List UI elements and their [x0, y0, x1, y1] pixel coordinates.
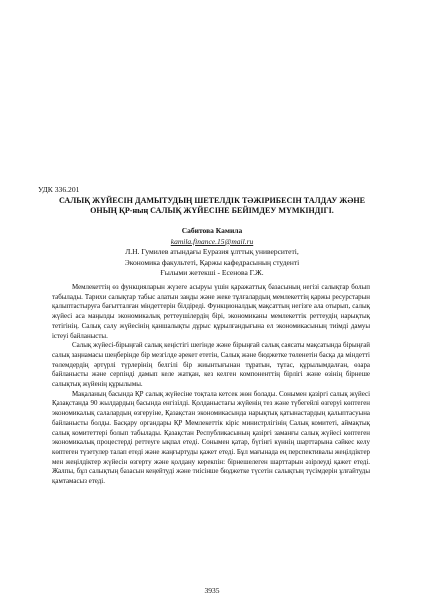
paragraph: Мақаланың басында ҚР салық жүйесіне тоқтала кетсек жөн болады. Сонымен қазіргі салық жүйесі Қазақстанда 90 жылдардың басында енгізілді. Қолданыстағы жүйенің тез және түбегейлі өзгеруі көптеген экономикалық салалардың өзгеруіне, Қазақстан экономикасында нарықтық қатынастардың қалыптасуына байланысты болды. Басқару органдары ҚР Мемлекеттік кіріс министрлігінің Салық комитеті, аймақтық салық комитеттері болып табылады. Қазақстан Республикасының қазіргі заманғы салық жүйесі көптеген экономикалық процестерді реттеуге ықпал етеді. Сонымен қатар, бүгінгі күннің шарттарына сәйкес келу көптеген түзетулер талап етеді және жаңғыртуды қажет етеді. Бұл мағынада ең перспективалы жеңілдіктер мен жеңілдіктер жүйесін өзгерту және қолдану керекпін: бірнешелеген шарттарын әзірлеуді қажет етеді. Жалпы, бұл салықтың базасын кеңейтуді және тиісінше бюджетке түсетін салықтың түсімдерін ұлғайтуды қамтамасыз етеді.: [52, 389, 370, 486]
affiliation-line-university: Л.Н. Гумилев атындағы Еуразия ұлттық университеті,: [125, 247, 299, 257]
article-title: [34, 196, 390, 216]
title-line-2: ОНЫҢ ҚР-ның САЛЫҚ ЖҮЙЕСІНЕ БЕЙІМДЕУ МҮМКІНДІГІ.: [90, 206, 334, 215]
page-number: 3935: [204, 586, 220, 595]
paragraph: Салық жүйесі-бірыңғай салық кеңістігі шегінде және бірыңғай салық саясаты мақсатында бірыңғай салық заңнамасы шеңберінде бір мезгілде әрекет ететін, Салық және бюджетке төленетін басқа да міндетті төлемдердің әртүрлі түрлерінің белгілі бір жиынтығынан тұратын, тұтас, құрылымдалған, өзара байланысты және серпінді дамып келе жатқан, кез келген компоненттің бірлігі және өзінің бірнеше салықтық жүйенің құрылымы.: [52, 341, 370, 389]
paragraph: Мемлекеттің өз функцияларын жүзеге асыруы үшін қаражаттық базасының негізі салықтар болып табылады. Тарихи салықтар табыс алатын заңды және жеке тұлғалардың мемлекеттің қаржы ресурстарын қалыптастыруға бағытталған міндеттерін білдіреді. Функционалдық мақсаттың негізге ала отырып, салық жүйесі аса маңызды экономикалық реттеушілердің бірі, экономиканы мемлекеттік реттеудің нарықтық тетігінің. Салық салу жүйесінің қаншалықты дұрыс құрылғандығына ел экономикасының тиімді дамуы істеуі байланысты.: [52, 283, 370, 340]
affiliation-line-faculty: Экономика факультеті, Қаржы кафедрасының студенті: [124, 257, 300, 267]
author-block: [60, 226, 364, 279]
title-line-1: САЛЫҚ ЖҮЙЕСІН ДАМЫТУДЫҢ ШЕТЕЛДІК ТӘЖІРИБЕСІН ТАЛДАУ ЖӘНЕ: [58, 196, 366, 205]
author-email-link[interactable]: kamila.finance.15@mail.ru: [170, 236, 254, 246]
author-name: Сабитова Камила: [181, 226, 243, 235]
affiliation-line-supervisor: Ғылыми жетекші - Есенова Г.Ж.: [160, 268, 264, 278]
udc-code: УДК 336.201: [38, 185, 80, 194]
article-body: [52, 283, 370, 487]
